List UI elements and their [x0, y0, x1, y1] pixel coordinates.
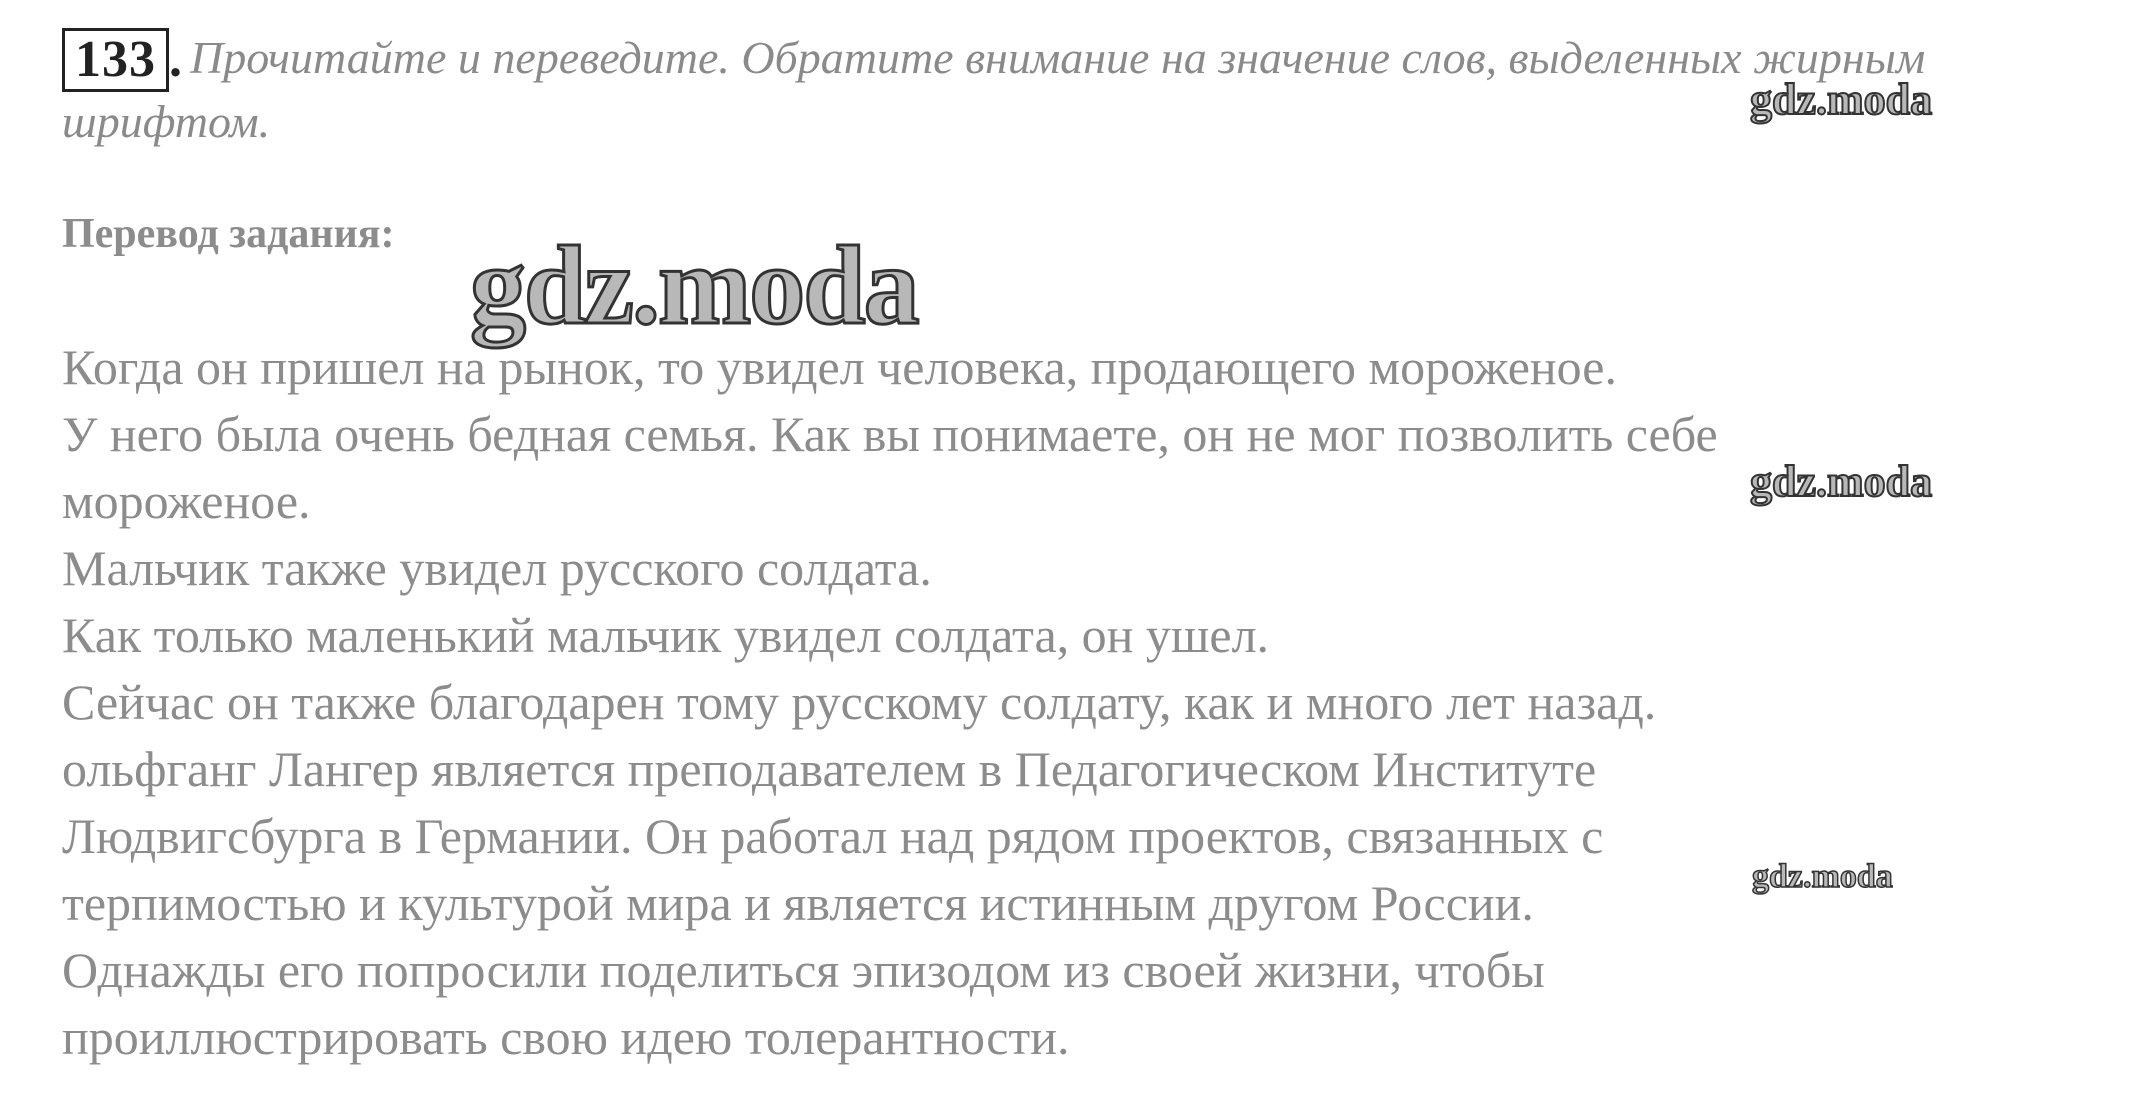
text-line: Сейчас он также благодарен тому русскому солдату, как и много лет назад.: [62, 674, 1657, 730]
watermark-large: gdz.moda: [470, 224, 918, 348]
text-line: ольфганг Лангер является преподавателем в Педагогическом Институте: [62, 741, 1597, 797]
task-number-dot: .: [169, 31, 182, 88]
text-line: Однажды его попросили поделиться эпизодом из своей жизни, чтобы: [62, 942, 1545, 998]
text-line: мороженое.: [62, 473, 311, 529]
text-line: Людвигсбурга в Германии. Он работал над рядом проектов, связанных с: [62, 808, 1604, 864]
text-line: Мальчик также увидел русского солдата.: [62, 540, 932, 596]
watermark-lower-right: gdz.moda: [1752, 858, 1893, 895]
text-line: терпимостью и культурой мира и является истинным другом России.: [62, 875, 1534, 931]
task-number-box: 133: [62, 28, 169, 92]
text-line: У него была очень бедная семья. Как вы понимаете, он не мог позволить себе: [62, 406, 1718, 462]
watermark-top-right: gdz.moda: [1750, 75, 1933, 124]
text-line: Когда он пришел на рынок, то увидел человека, продающего мороженое.: [62, 339, 1617, 395]
translation-heading: Перевод задания:: [62, 211, 395, 257]
text-line: Как только маленький мальчик увидел солдата, он ушел.: [62, 607, 1270, 663]
task-header: [62, 28, 2002, 152]
text-line: проиллюстрировать свою идею толерантности.: [62, 1009, 1070, 1065]
task-instruction: Прочитайте и переведите. Обратите внимание на значение слов, выделенных жирным шрифтом.: [62, 32, 1926, 147]
translation-body: [62, 334, 2122, 1071]
watermark-middle-right: gdz.moda: [1750, 457, 1933, 506]
